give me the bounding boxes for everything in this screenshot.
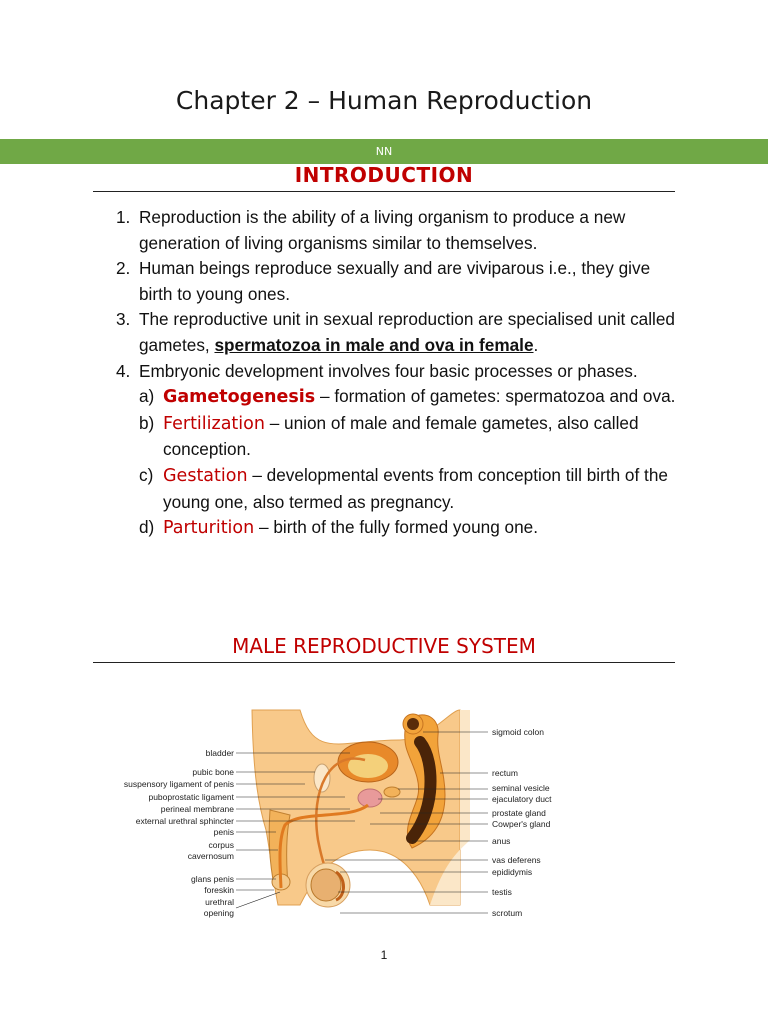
label-puboprostatic-ligament: puboprostatic ligament <box>148 792 234 802</box>
label-testis: testis <box>492 887 512 897</box>
male-rule <box>93 662 675 663</box>
item-number: 3. <box>116 309 131 330</box>
label-pubic-bone: pubic bone <box>192 767 234 777</box>
label-bladder: bladder <box>205 748 234 758</box>
list-item <box>116 307 676 358</box>
label-seminal-vesicle: seminal vesicle <box>492 783 550 793</box>
label-anus: anus <box>492 836 511 846</box>
seminal-vesicle-shape <box>384 787 400 797</box>
item-text: Human beings reproduce sexually and are viviparous i.e., they give birth to young ones. <box>139 258 651 304</box>
label-prostate-gland: prostate gland <box>492 808 546 818</box>
prostate-shape <box>358 789 382 807</box>
label-urethral: urethral <box>205 897 234 907</box>
label-vas-deferens: vas deferens <box>492 855 541 865</box>
list-item <box>116 205 676 256</box>
sub-item-term: Gestation <box>163 465 248 486</box>
sub-item-letter: a) <box>139 386 155 407</box>
sub-item-term: Parturition <box>163 518 255 539</box>
intro-list <box>116 205 676 542</box>
item-text <box>139 307 676 358</box>
sub-item-term: Fertilization <box>163 413 265 434</box>
male-reproductive-diagram <box>100 700 570 930</box>
label-rectum: rectum <box>492 768 518 778</box>
sub-item-desc: – birth of the fully formed young one. <box>254 517 538 538</box>
intro-rule <box>93 191 675 192</box>
item-text: Reproduction is the ability of a living organism to produce a new generation of living organisms similar to themselves. <box>139 207 626 253</box>
list-item <box>116 256 676 307</box>
label-glans-penis: glans penis <box>190 874 234 884</box>
sub-item-letter: b) <box>139 412 155 433</box>
item-number: 2. <box>116 258 131 279</box>
item-number: 1. <box>116 207 131 227</box>
sub-item-desc: – developmental events from conception till birth of the young one, also termed as pregnancy. <box>163 464 668 512</box>
label-cavernosum: cavernosum <box>187 851 234 861</box>
item-text-before: The reproductive unit in sexual reproduction are specialised unit called gametes, <box>139 309 675 355</box>
label-foreskin: foreskin <box>204 885 234 895</box>
sub-item <box>139 515 676 542</box>
label-cowpers-gland: Cowper's gland <box>492 819 551 829</box>
item-underlined-text: spermatozoa in male and ova in female <box>214 334 534 355</box>
sub-item <box>139 384 676 411</box>
page-number: 1 <box>380 948 388 962</box>
list-item <box>116 359 676 542</box>
item-number: 4. <box>116 360 131 381</box>
male-system-heading: MALE REPRODUCTIVE SYSTEM <box>232 634 536 658</box>
header-band: NN <box>0 139 768 164</box>
label-suspensory-ligament: suspensory ligament of penis <box>123 779 234 789</box>
sub-item-desc: – formation of gametes: spermatozoa and ova. <box>315 386 676 407</box>
label-corpus: corpus <box>208 840 234 850</box>
sub-item <box>139 463 676 515</box>
label-perineal-membrane: perineal membrane <box>160 804 234 814</box>
label-ejaculatory-duct: ejaculatory duct <box>492 794 552 804</box>
label-scrotum: scrotum <box>492 908 523 918</box>
label-penis: penis <box>213 827 234 837</box>
sub-item <box>139 411 676 463</box>
sub-item-term: Gametogenesis <box>163 387 316 408</box>
item-text-after: . <box>533 334 539 355</box>
label-external-urethral-sphincter: external urethral sphincter <box>135 816 234 826</box>
sub-item-desc: – union of male and female gametes, also called conception. <box>163 412 639 460</box>
sub-item-letter: d) <box>139 517 155 538</box>
item-text: Embryonic development involves four basic processes or phases. <box>139 360 638 381</box>
sub-item-letter: c) <box>139 464 154 485</box>
intro-heading: INTRODUCTION <box>294 163 474 187</box>
page-title: Chapter 2 – Human Reproduction <box>175 86 593 115</box>
label-epididymis: epididymis <box>492 867 533 877</box>
label-sigmoid-colon: sigmoid colon <box>492 727 544 737</box>
label-opening: opening <box>203 908 234 918</box>
